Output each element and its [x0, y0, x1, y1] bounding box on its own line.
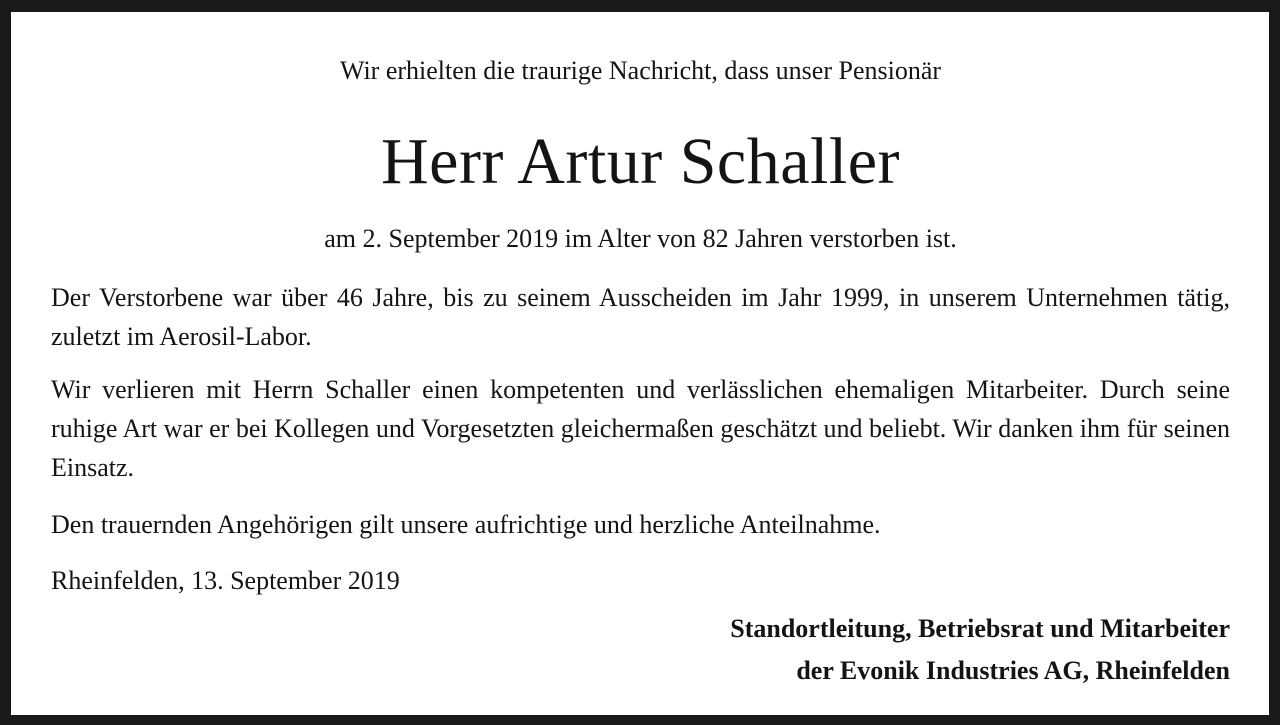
deceased-name: Herr Artur Schaller [381, 125, 900, 198]
signature-block [730, 608, 1230, 692]
intro-line: Wir erhielten die traurige Nachricht, dass unser Pensionär [339, 56, 942, 85]
death-date-line: am 2. September 2019 im Alter von 82 Jahren verstorben ist. [324, 224, 957, 253]
paragraph-tribute: Wir verlieren mit Herrn Schaller einen kompetenten und verlässlichen ehemaligen Mitarbeiter. Durch seine ruhige Art war er bei Kollegen und Vorgesetzten gleichermaßen geschätzt und beliebt. Wir danken ihm für seinen Einsatz. [51, 375, 1230, 482]
paragraph-condolence: Den trauernden Angehörigen gilt unsere aufrichtige und herzliche Anteilnahme. [51, 510, 881, 539]
place-and-date: Rheinfelden, 13. September 2019 [51, 566, 400, 595]
notice-content [51, 12, 1230, 715]
paragraph-employment: Der Verstorbene war über 46 Jahre, bis zu seinem Ausscheiden im Jahr 1999, in unserem Unternehmen tätig, zuletzt im Aerosil-Labor. [51, 283, 1230, 351]
signature-line-1: Standortleitung, Betriebsrat und Mitarbeiter [730, 614, 1230, 643]
signature-line-2: der Evonik Industries AG, Rheinfelden [796, 656, 1230, 685]
